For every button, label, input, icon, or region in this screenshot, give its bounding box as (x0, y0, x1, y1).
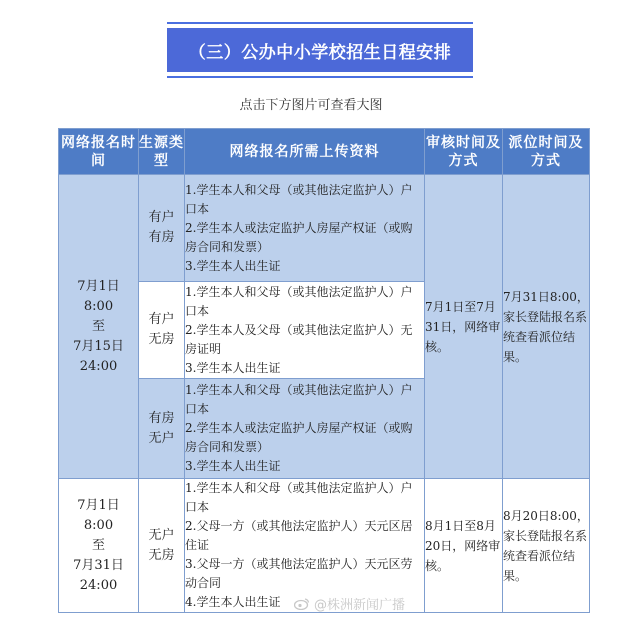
period2-review: 8月1日至8月20日，网络审核。 (425, 479, 503, 613)
view-large-hint: 点击下方图片可查看大图 (239, 98, 383, 113)
header-review-time: 审核时间及方式 (425, 129, 503, 175)
section-title: （三）公办中小学校招生日程安排 (167, 28, 473, 72)
section-banner (167, 22, 473, 78)
period1-review: 7月1日至7月31日，网络审核。 (425, 175, 503, 479)
documents-cell: 1.学生本人和父母（或其他法定监护人）户口本 2.学生本人或法定监护人房屋产权证（或购房合同和发票） 3.学生本人出生证 (185, 175, 425, 282)
table-row (59, 479, 590, 613)
weibo-icon (294, 598, 310, 610)
documents-cell: 1.学生本人和父母（或其他法定监护人）户口本 2.学生本人及父母（或其他法定监护人）无房证明 3.学生本人出生证 (185, 282, 425, 379)
period2-assign: 8月20日8:00，家长登陆报名系统查看派位结果。 (503, 479, 590, 613)
student-type-cell: 无户 无房 (139, 479, 185, 613)
documents-cell: 1.学生本人和父母（或其他法定监护人）户口本 2.学生本人或法定监护人房屋产权证（或购房合同和发票） 3.学生本人出生证 (185, 379, 425, 479)
table-row (59, 175, 590, 282)
header-student-type: 生源类型 (139, 129, 185, 175)
header-assign-time: 派位时间及方式 (503, 129, 590, 175)
enrollment-schedule-table[interactable] (58, 128, 590, 613)
period2-time: 7月1日 8:00 至 7月31日 24:00 (59, 479, 139, 613)
documents-cell: 1.学生本人和父母（或其他法定监护人）户口本 2.父母一方（或其他法定监护人）天元区居住证 3.父母一方（或其他法定监护人）天元区劳动合同 4.学生本人出生证 (185, 479, 425, 613)
header-upload-documents: 网络报名所需上传资料 (185, 129, 425, 175)
header-row (59, 129, 590, 175)
watermark-text: @株洲新闻广播 (314, 598, 406, 613)
header-registration-time: 网络报名时间 (59, 129, 139, 175)
student-type-cell: 有房 无户 (139, 379, 185, 479)
student-type-cell: 有户 无房 (139, 282, 185, 379)
student-type-cell: 有户 有房 (139, 175, 185, 282)
period1-time: 7月1日 8:00 至 7月15日 24:00 (59, 175, 139, 479)
period1-assign: 7月31日8:00，家长登陆报名系统查看派位结果。 (503, 175, 590, 479)
weibo-watermark (294, 594, 405, 613)
